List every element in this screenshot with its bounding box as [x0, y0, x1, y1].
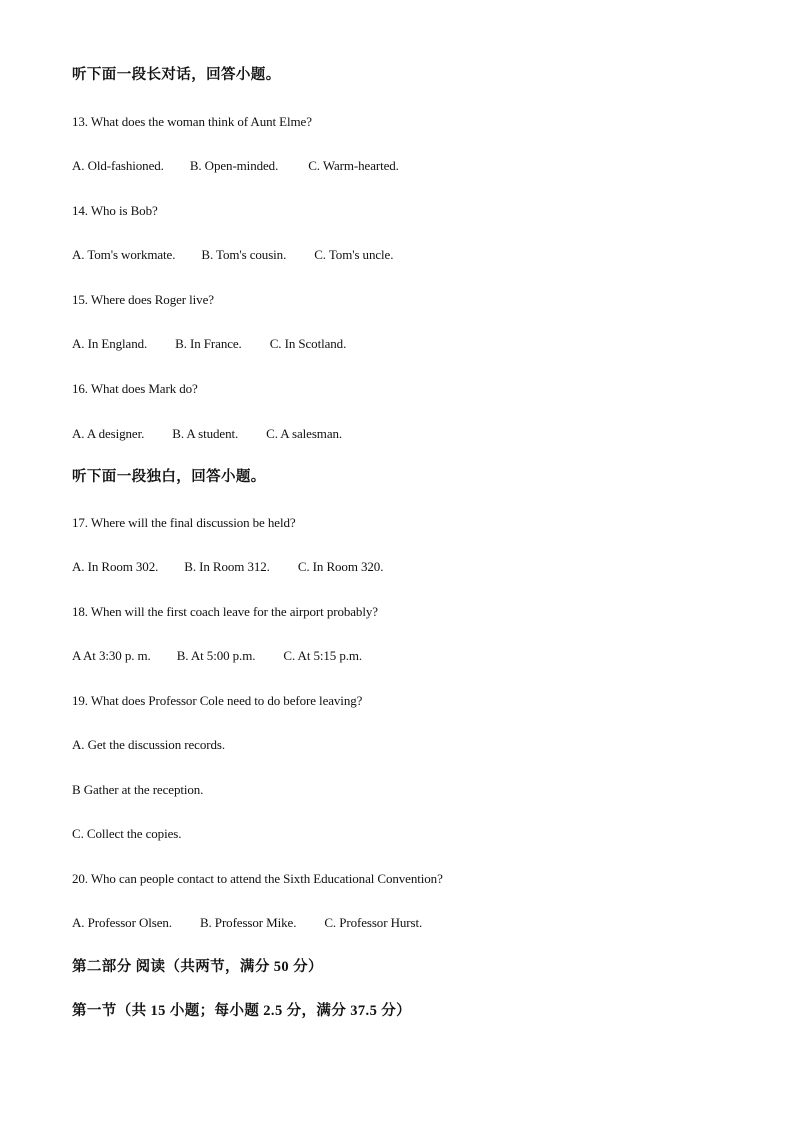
q20-option-a: A. Professor Olsen.	[72, 915, 172, 930]
q16-option-c: C. A salesman.	[266, 426, 343, 441]
part-two-subheading: 第一节（共 15 小题；每小题 2.5 分，满分 37.5 分）	[72, 1003, 412, 1019]
question-15-options	[72, 336, 346, 352]
q14-option-c: C. Tom's uncle.	[314, 247, 394, 262]
q20-option-b: B. Professor Mike.	[199, 915, 297, 930]
question-13-options	[72, 158, 399, 174]
q18-option-b: B. At 5:00 p.m.	[176, 648, 256, 663]
q18-option-c: C. At 5:15 p.m.	[283, 648, 363, 663]
q15-option-c: C. In Scotland.	[269, 336, 347, 351]
q16-option-b: B. A student.	[172, 426, 239, 441]
question-14-stem: 14. Who is Bob?	[72, 203, 158, 218]
question-16-options	[72, 426, 342, 442]
question-16-stem: 16. What does Mark do?	[72, 381, 198, 396]
q13-option-b: B. Open-minded.	[189, 158, 279, 173]
part-two-heading: 第二部分 阅读（共两节，满分 50 分）	[72, 959, 323, 975]
question-17-stem: 17. Where will the final discussion be held?	[72, 515, 296, 530]
q14-option-a: A. Tom's workmate.	[72, 247, 176, 262]
q19-option-b: B Gather at the reception.	[72, 782, 204, 797]
section-heading-monologue: 听下面一段独白，回答小题。	[72, 469, 266, 485]
q19-option-c: C. Collect the copies.	[72, 826, 182, 841]
q20-option-c: C. Professor Hurst.	[324, 915, 423, 930]
question-20-options	[72, 915, 422, 931]
q15-option-b: B. In France.	[175, 336, 242, 351]
q18-option-a: A At 3:30 p. m.	[72, 648, 151, 663]
section-heading-long-dialogue: 听下面一段长对话，回答小题。	[72, 67, 281, 83]
q17-option-b: B. In Room 312.	[184, 559, 270, 574]
q17-option-a: A. In Room 302.	[72, 559, 159, 574]
question-15-stem: 15. Where does Roger live?	[72, 292, 214, 307]
q13-option-a: A. Old-fashioned.	[72, 158, 164, 173]
question-18-stem: 18. When will the first coach leave for the airport probably?	[72, 604, 378, 619]
question-19-stem: 19. What does Professor Cole need to do before leaving?	[72, 693, 363, 708]
q14-option-b: B. Tom's cousin.	[201, 247, 287, 262]
q19-option-a: A. Get the discussion records.	[72, 737, 225, 752]
q16-option-a: A. A designer.	[72, 426, 145, 441]
question-17-options	[72, 559, 383, 575]
q17-option-c: C. In Room 320.	[297, 559, 384, 574]
q15-option-a: A. In England.	[72, 336, 148, 351]
question-13-stem: 13. What does the woman think of Aunt Elme?	[72, 114, 312, 129]
question-20-stem: 20. Who can people contact to attend the Sixth Educational Convention?	[72, 871, 443, 886]
question-14-options	[72, 247, 393, 263]
q13-option-c: C. Warm-hearted.	[308, 158, 399, 173]
question-18-options	[72, 648, 362, 664]
